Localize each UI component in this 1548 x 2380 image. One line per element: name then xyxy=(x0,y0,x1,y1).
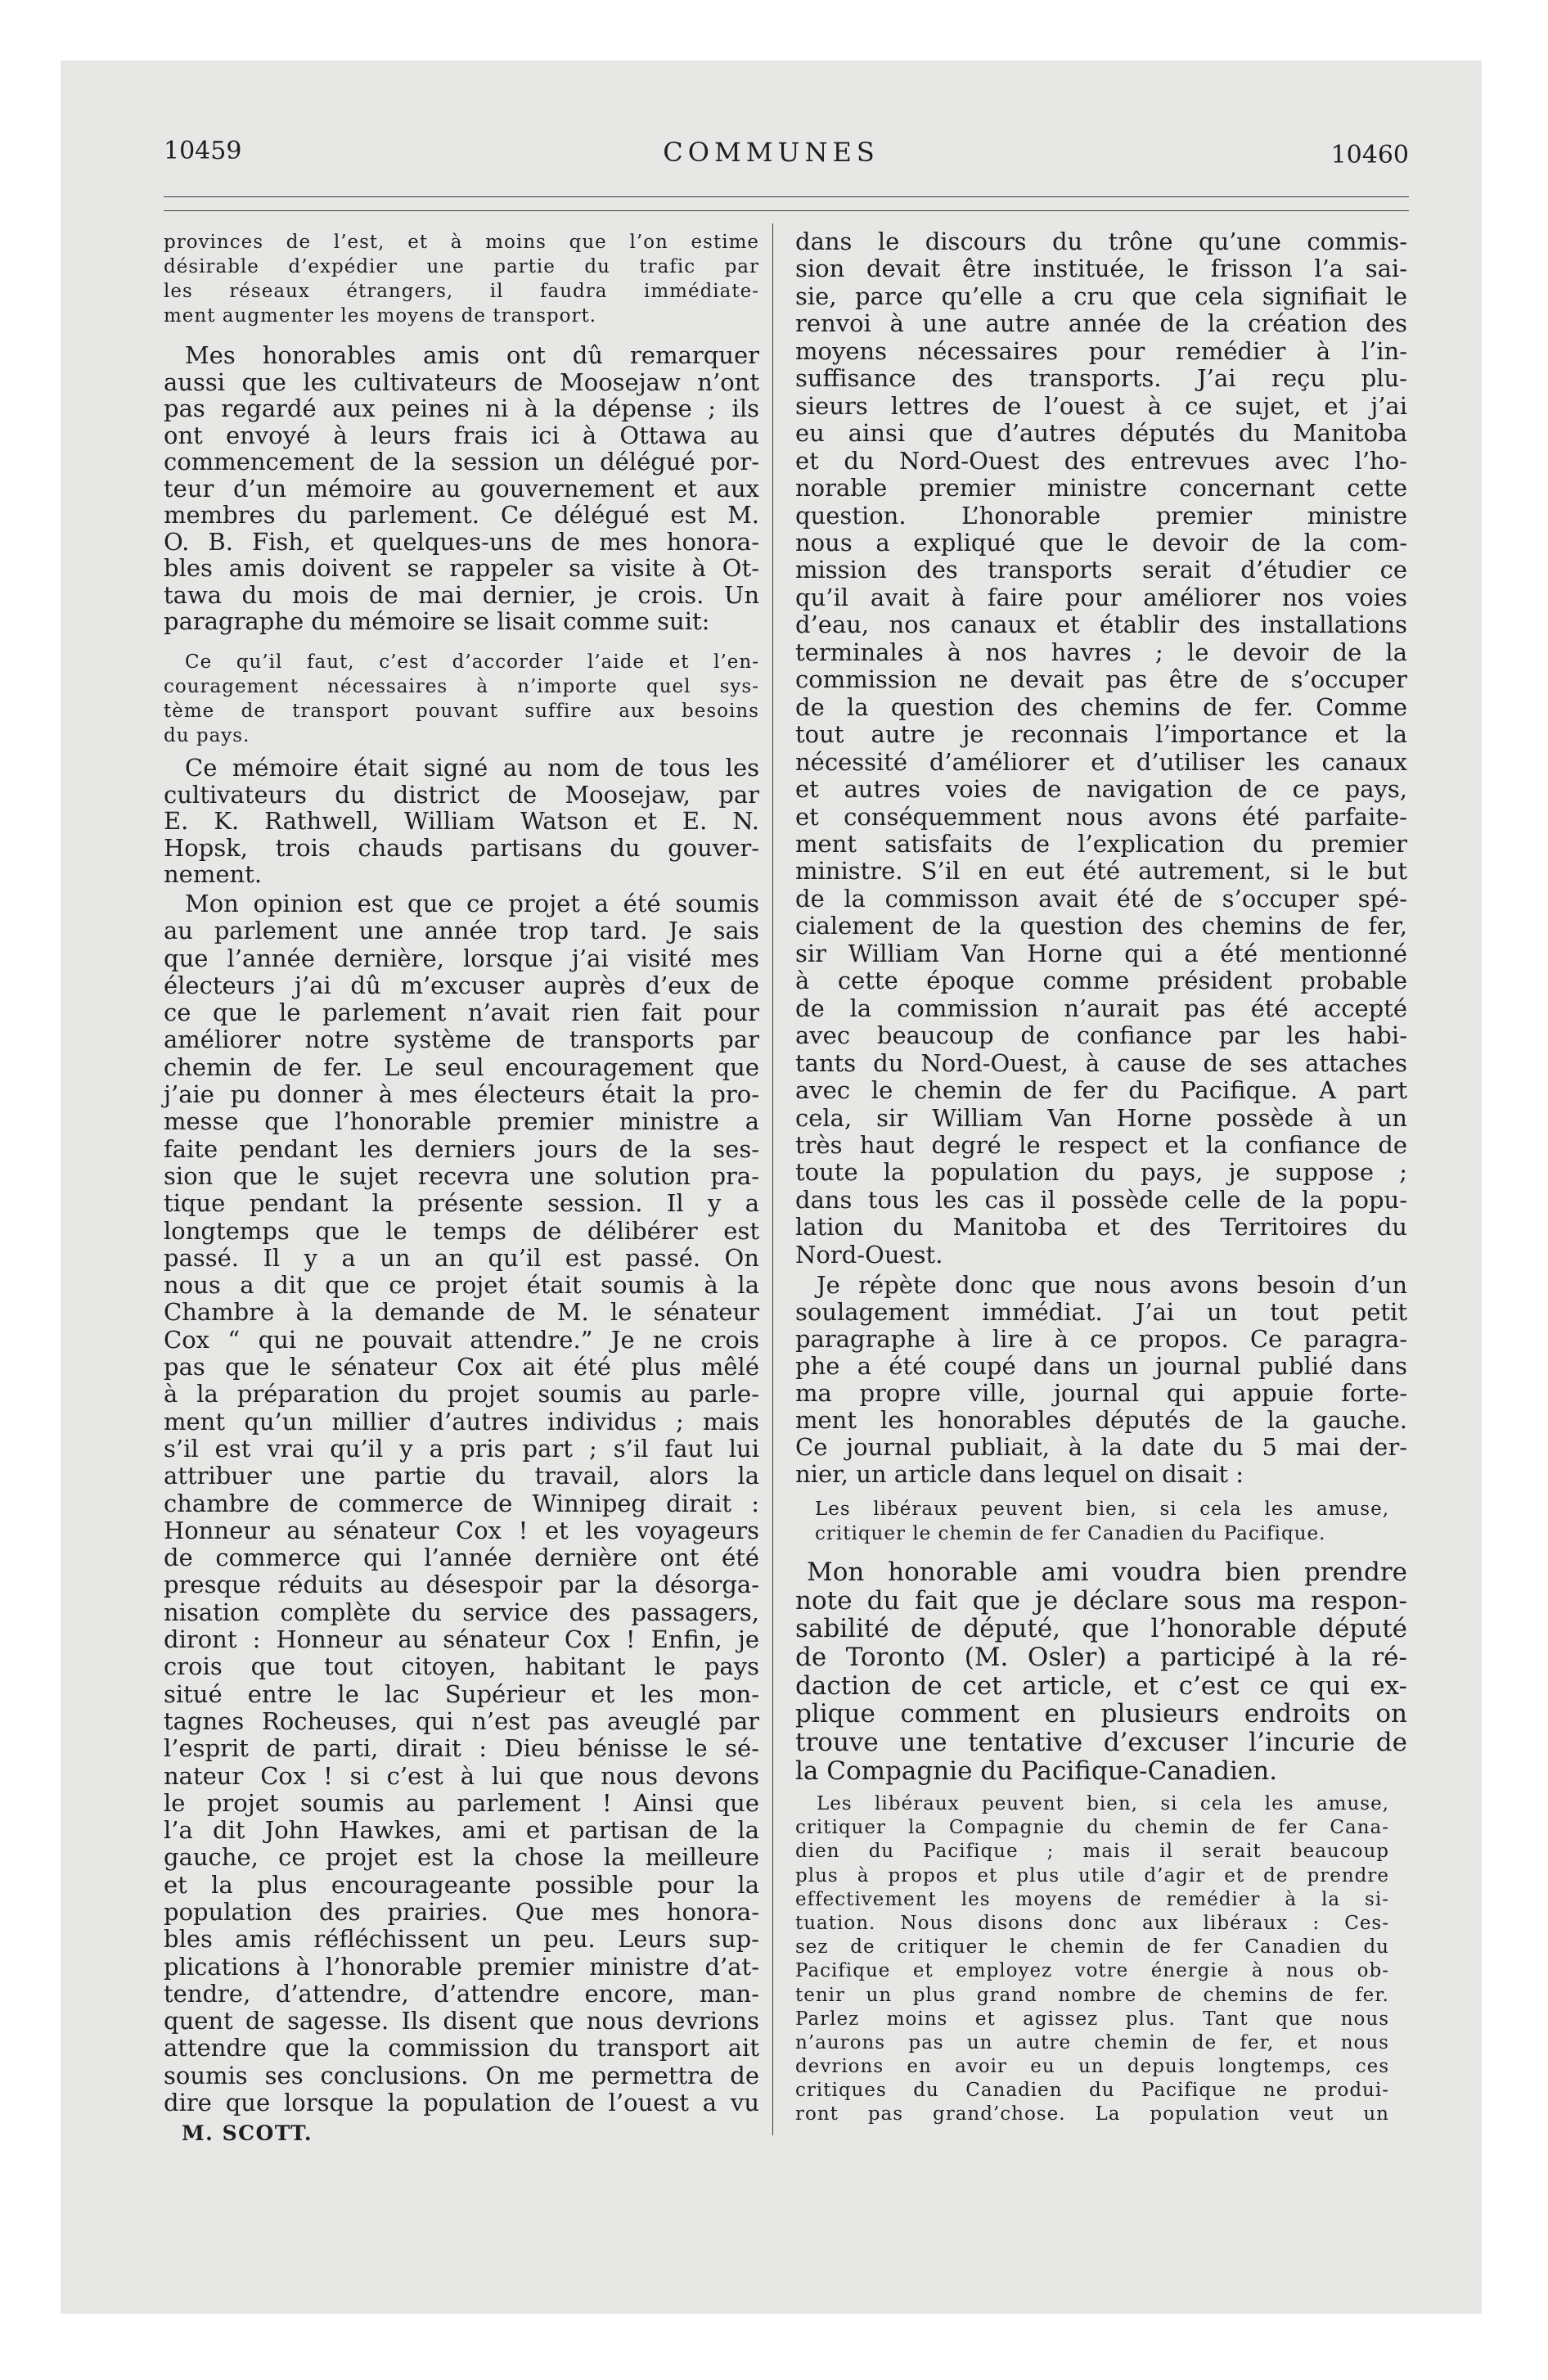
text-line-content: la Compagnie du Pacifique-Canadien. xyxy=(795,1756,1278,1786)
quotation xyxy=(795,1792,1407,2127)
text-line-content: et la plus encourageante possible pour la xyxy=(164,1870,759,1899)
text-line-content: moyens nécessaires pour remédier à l’in- xyxy=(795,336,1407,365)
text-line-content: bles amis doivent se rappeler sa visite à Ot- xyxy=(164,554,759,582)
text-line xyxy=(164,1409,759,1436)
text-line-content: tenir un plus grand nombre de chemins de fer. xyxy=(795,1984,1389,2006)
text-line-content: nécessité d’améliorer et d’utiliser les canaux xyxy=(795,747,1407,776)
text-line xyxy=(795,611,1407,638)
text-line xyxy=(795,1353,1407,1380)
right-column xyxy=(795,61,1407,2314)
text-line-content: pas que le sénateur Cox ait été plus mêlé xyxy=(164,1353,759,1382)
text-line-content: Hopsk, trois chauds partisans du gouver- xyxy=(164,833,759,862)
text-line-content: nateur Cox ! si c’est à lui que nous devons xyxy=(164,1761,759,1790)
text-line-content: teur d’un mémoire au gouvernement et aux xyxy=(164,474,759,503)
text-line-content: avec le chemin de fer du Pacifique. A part xyxy=(795,1076,1407,1105)
text-line xyxy=(164,2062,759,2089)
text-line-content: paragraphe à lire à ce propos. Ce paragra- xyxy=(795,1325,1407,1353)
text-line xyxy=(795,255,1407,282)
scanned-page xyxy=(61,61,1482,2314)
text-line xyxy=(795,1214,1407,1241)
text-line-content: et autres voies de navigation de ce pays, xyxy=(795,775,1407,804)
text-line xyxy=(795,1461,1407,1488)
text-line xyxy=(164,1245,759,1272)
text-line-content: soulagement immédiat. J’ai un tout petit xyxy=(795,1298,1407,1326)
text-line xyxy=(164,1708,759,1735)
text-line-content: dire que lorsque la population de l’ouest a vu xyxy=(164,2089,759,2117)
text-line-content: aussi que les cultivateurs de Moosejaw n’ont xyxy=(164,367,759,396)
text-line xyxy=(164,1899,759,1926)
text-line xyxy=(795,1757,1407,1786)
text-line xyxy=(795,283,1407,310)
text-line-content: passé. Il y a un an qu’il est passé. On xyxy=(164,1243,759,1272)
text-line-content: le projet soumis au parlement ! Ainsi que xyxy=(164,1788,759,1817)
text-line xyxy=(795,1187,1407,1214)
text-line-content: renvoi à une autre année de la création des xyxy=(795,309,1407,338)
text-line xyxy=(795,2079,1407,2103)
text-line-content: crois que tout citoyen, habitant le pays xyxy=(164,1652,759,1681)
text-line xyxy=(795,776,1407,803)
text-line-content: de la question des chemins de fer. Comme xyxy=(795,692,1407,721)
text-line xyxy=(164,1599,759,1626)
text-line xyxy=(164,1026,759,1053)
text-line-content: Honneur au sénateur Cox ! et les voyageurs xyxy=(164,1516,759,1544)
text-line-content: pas regardé aux peines ni à la dépense ; ils xyxy=(164,394,759,422)
text-line xyxy=(795,831,1407,858)
text-line xyxy=(795,1242,1407,1269)
text-line-content: d’eau, nos canaux et établir des installations xyxy=(795,611,1407,639)
text-line-content: critiques du Canadien du Pacifique ne produi- xyxy=(795,2080,1389,2102)
text-line xyxy=(164,2089,759,2116)
text-line xyxy=(795,1587,1407,1616)
text-line-content: Nord-Ouest. xyxy=(795,1240,943,1269)
text-line xyxy=(795,365,1407,392)
text-line xyxy=(795,1326,1407,1353)
text-line-content: soumis ses conclusions. On me permettra de xyxy=(164,2061,759,2089)
text-line xyxy=(164,650,759,674)
text-line-content: cela, sir William Van Horne possède à un xyxy=(795,1103,1407,1132)
text-line-content: j’aie pu donner à mes électeurs était la pro- xyxy=(164,1080,759,1109)
text-line xyxy=(164,1681,759,1708)
text-line-content: tants du Nord-Ouest, à cause de ses attaches xyxy=(795,1048,1407,1077)
text-line-content: gauche, ce projet est la chose la meilleure xyxy=(164,1843,759,1872)
text-line-content: tique pendant la présente session. Il y a xyxy=(164,1189,759,1218)
text-line xyxy=(164,449,759,476)
text-line xyxy=(164,1653,759,1680)
text-line-content: suffisance des transports. J’ai reçu plu- xyxy=(795,364,1407,393)
text-line xyxy=(795,1407,1407,1434)
text-line-content: améliorer notre système de transports par xyxy=(164,1025,759,1054)
text-line xyxy=(164,1108,759,1135)
text-line xyxy=(795,666,1407,693)
text-line xyxy=(164,945,759,972)
text-line-content: sez de critiquer le chemin de fer Canadien du xyxy=(795,1936,1389,1959)
text-line-content: s’il est vrai qu’il y a pris part ; s’il faut lui xyxy=(164,1434,759,1463)
text-line xyxy=(795,557,1407,584)
text-line-content: question. L’honorable premier ministre xyxy=(795,501,1407,530)
text-line-content: et du Nord-Ouest des entrevues avec l’ho- xyxy=(795,446,1407,475)
text-line-content: Ce mémoire était signé au nom de tous les xyxy=(185,754,759,782)
text-line-content: ma propre ville, journal qui appuie forte- xyxy=(795,1379,1407,1407)
text-line xyxy=(795,804,1407,831)
page-number-left: 10459 xyxy=(164,137,242,165)
text-line-content: ment augmenter les moyens de transport. xyxy=(164,305,597,327)
text-line-content: faite pendant les derniers jours de la ses- xyxy=(164,1134,759,1163)
text-line-content: sabilité de député, que l’honorable député xyxy=(795,1614,1407,1644)
text-line xyxy=(164,502,759,529)
quotation-continued xyxy=(164,230,759,328)
text-line xyxy=(164,699,759,723)
text-line xyxy=(164,1054,759,1081)
text-line-content: ce que le parlement n’avait rien fait pour xyxy=(164,998,759,1027)
text-line xyxy=(164,1190,759,1217)
paragraph xyxy=(164,342,759,635)
text-line-content: tème de transport pouvant suffire aux besoins xyxy=(164,701,759,722)
text-line xyxy=(164,808,759,835)
text-line-content: Je répète donc que nous avons besoin d’un xyxy=(817,1271,1407,1299)
text-line-content: nier, un article dans lequel on disait : xyxy=(795,1460,1244,1488)
text-line-content: Ce qu’il faut, c’est d’accorder l’aide et l’en- xyxy=(185,651,759,673)
text-line xyxy=(795,1792,1407,1816)
running-title: COMMUNES xyxy=(663,137,880,168)
text-line-content: Cox “ qui ne pouvait attendre.” Je ne crois xyxy=(164,1325,759,1354)
text-line xyxy=(164,1763,759,1790)
text-line xyxy=(795,913,1407,940)
text-line xyxy=(795,1272,1407,1299)
paragraph xyxy=(164,755,759,888)
text-line xyxy=(164,476,759,503)
text-line-content: à la préparation du projet soumis au parle- xyxy=(164,1380,759,1409)
text-line xyxy=(795,721,1407,748)
text-line xyxy=(795,1434,1407,1461)
text-line xyxy=(795,995,1407,1022)
speaker-name: M. SCOTT. xyxy=(182,2121,313,2145)
text-line-content: Ce journal publiait, à la date du 5 mai der- xyxy=(795,1433,1407,1461)
text-line xyxy=(164,1463,759,1490)
text-line-content: nous a expliqué que le devoir de la com- xyxy=(795,528,1407,557)
text-line-content: sion devait être instituée, le frisson l’a sai- xyxy=(795,255,1407,283)
text-line xyxy=(795,338,1407,365)
text-line xyxy=(795,940,1407,967)
text-line-content: tendre, d’attendre, d’attendre encore, man- xyxy=(164,1979,759,2008)
text-line xyxy=(164,1354,759,1381)
text-line-content: Chambre à la demande de M. le sénateur xyxy=(164,1298,759,1327)
text-line xyxy=(795,1959,1407,1983)
text-line-content: paragraphe du mémoire se lisait comme suit: xyxy=(164,607,710,635)
text-line xyxy=(164,342,759,369)
text-line-content: ment qu’un millier d’autres individus ; mais xyxy=(164,1407,759,1436)
text-line-content: Mes honorables amis ont dû remarquer xyxy=(185,341,759,369)
text-line-content: nisation complète du service des passagers, xyxy=(164,1598,759,1626)
text-line xyxy=(795,584,1407,611)
text-line-content: mission des transports serait d’étudier ce xyxy=(795,556,1407,584)
text-line-content: plique comment en plusieurs endroits on xyxy=(795,1699,1407,1729)
text-line-content: presque réduits au désespoir par la désorga- xyxy=(164,1571,759,1599)
text-line-content: effectivement les moyens de remédier à la si- xyxy=(795,1888,1389,1910)
text-line xyxy=(164,2035,759,2062)
text-line xyxy=(795,530,1407,557)
text-line-content: Mon opinion est que ce projet a été soumis xyxy=(185,890,759,917)
text-line xyxy=(795,1497,1407,1521)
text-line xyxy=(795,1936,1407,1959)
text-line-content: Mon honorable ami voudra bien prendre xyxy=(807,1557,1407,1587)
text-line xyxy=(164,1954,759,1981)
text-line xyxy=(164,1926,759,1953)
text-line xyxy=(795,749,1407,776)
text-line-content: norable premier ministre concernant cette xyxy=(795,474,1407,503)
text-line-content: attendre que la commission du transport ait xyxy=(164,2034,759,2062)
text-line-content: de Toronto (M. Osler) a participé à la ré- xyxy=(795,1643,1407,1673)
text-line xyxy=(164,1571,759,1598)
text-line-content: bles amis réfléchissent un peu. Leurs sup- xyxy=(164,1925,759,1954)
text-line xyxy=(164,1872,759,1899)
text-line xyxy=(164,917,759,944)
text-line xyxy=(795,1888,1407,1912)
text-line-content: Parlez moins et agissez plus. Tant que nous xyxy=(795,2008,1389,2030)
text-line xyxy=(795,1912,1407,1936)
paragraph xyxy=(164,890,759,2116)
paragraph xyxy=(795,1558,1407,1786)
text-line-content: n’aurons pas un autre chemin de fer, et nous xyxy=(795,2031,1389,2053)
text-line-content: E. K. Rathwell, William Watson et E. N. xyxy=(164,807,759,835)
text-line-content: les réseaux étrangers, il faudra immédiate- xyxy=(164,281,759,302)
left-column xyxy=(164,61,759,2314)
text-line xyxy=(164,723,759,748)
text-line-content: messe que l’honorable premier ministre a xyxy=(164,1107,759,1136)
text-line-content: trouve une tentative d’excuser l’incurie de xyxy=(795,1728,1407,1758)
text-line xyxy=(164,1381,759,1408)
text-line-content: à cette époque comme président probable xyxy=(795,967,1407,995)
text-line xyxy=(164,529,759,556)
text-line xyxy=(164,255,759,279)
text-line-content: tuation. Nous disons donc aux libéraux : Ces- xyxy=(795,1912,1389,1934)
text-line-content: phe a été coupé dans un journal publié dans xyxy=(795,1352,1407,1380)
text-line xyxy=(164,1272,759,1299)
text-line xyxy=(795,228,1407,255)
text-line xyxy=(795,475,1407,502)
text-line xyxy=(795,1132,1407,1159)
text-line-content: électeurs j’ai dû m’excuser auprès d’eux de xyxy=(164,971,759,999)
text-line-content: dans tous les cas il possède celle de la popu- xyxy=(795,1185,1407,1214)
text-line xyxy=(795,1077,1407,1104)
text-line-content: situé entre le lac Supérieur et les mon- xyxy=(164,1679,759,1708)
text-line xyxy=(795,448,1407,475)
text-line-content: provinces de l’est, et à moins que l’on estime xyxy=(164,232,759,253)
text-line xyxy=(795,393,1407,420)
text-line xyxy=(795,1558,1407,1587)
text-line-content: Les libéraux peuvent bien, si cela les amuse, xyxy=(815,1499,1389,1520)
text-line xyxy=(164,1817,759,1844)
text-line-content: membres du parlement. Ce délégué est M. xyxy=(164,501,759,529)
paragraph xyxy=(795,1272,1407,1488)
text-line xyxy=(795,1022,1407,1049)
text-line-content: ment les honorables députés de la gauche. xyxy=(795,1406,1407,1434)
text-line-content: daction de cet article, et c’est ce qui ex- xyxy=(795,1670,1407,1701)
text-line xyxy=(164,674,759,699)
text-line xyxy=(164,582,759,609)
text-line xyxy=(795,1615,1407,1643)
text-line-content: sion que le sujet recevra une solution pra- xyxy=(164,1161,759,1190)
text-line-content: tagnes Rocheuses, qui n’est pas aveuglé par xyxy=(164,1706,759,1735)
text-line xyxy=(795,1643,1407,1672)
text-line-content: couragement nécessaires à n’importe quel sys- xyxy=(164,676,759,697)
text-line-content: de la commisson avait été de s’occuper spé- xyxy=(795,884,1407,913)
text-line-content: nous a dit que ce projet était soumis à la xyxy=(164,1271,759,1300)
text-line xyxy=(795,1380,1407,1407)
text-line-content: dien du Pacifique ; mais il serait beaucoup xyxy=(795,1841,1389,1863)
text-line-content: tout autre je reconnais l’importance et la xyxy=(795,720,1407,749)
text-line xyxy=(795,886,1407,913)
text-line xyxy=(164,279,759,304)
text-line xyxy=(164,1218,759,1245)
text-line xyxy=(164,1626,759,1653)
text-line-content: quent de sagesse. Ils disent que nous devrions xyxy=(164,2007,759,2035)
text-line xyxy=(164,1436,759,1463)
text-line xyxy=(795,1050,1407,1077)
text-line-content: plus à propos et plus utile d’agir et de prendre xyxy=(795,1864,1389,1886)
text-line-content: terminales à nos havres ; le devoir de la xyxy=(795,638,1407,666)
quotation xyxy=(795,1497,1407,1546)
text-line-content: population des prairies. Que mes honora- xyxy=(164,1897,759,1926)
text-line-content: commission ne devait pas être de s’occuper xyxy=(795,665,1407,694)
text-line xyxy=(795,1984,1407,2008)
text-line xyxy=(795,420,1407,447)
text-line-content: O. B. Fish, et quelques-uns de mes honora- xyxy=(164,527,759,556)
text-line-content: tawa du mois de mai dernier, je crois. Un xyxy=(164,580,759,609)
text-line xyxy=(164,1163,759,1190)
text-line xyxy=(795,1105,1407,1132)
text-line-content: ont envoyé à leurs frais ici à Ottawa au xyxy=(164,421,759,449)
text-line-content: et conséquemment nous avons été parfaite- xyxy=(795,802,1407,831)
text-line-content: dans le discours du trône qu’une commis- xyxy=(795,228,1407,255)
text-line xyxy=(795,2031,1407,2055)
text-line-content: Pacifique et employez votre énergie à nous ob- xyxy=(795,1960,1389,1982)
text-line xyxy=(164,395,759,422)
text-line xyxy=(164,1299,759,1326)
text-line-content: avec beaucoup de confiance par les habi- xyxy=(795,1021,1407,1050)
column-divider xyxy=(772,223,773,2135)
text-line-content: cialement de la question des chemins de fer, xyxy=(795,912,1407,940)
text-line xyxy=(164,835,759,862)
text-line xyxy=(164,608,759,635)
text-line xyxy=(164,861,759,888)
text-line-content: chemin de fer. Le seul encouragement que xyxy=(164,1053,759,1081)
text-line xyxy=(795,1816,1407,1840)
text-line xyxy=(164,230,759,255)
text-line xyxy=(164,972,759,999)
text-line xyxy=(164,555,759,582)
text-line-content: longtemps que le temps de délibérer est xyxy=(164,1216,759,1245)
text-line xyxy=(795,1521,1407,1546)
text-line-content: de commerce qui l’année dernière ont été xyxy=(164,1544,759,1572)
text-line-content: eu ainsi que d’autres députés du Manitoba xyxy=(795,419,1407,448)
text-line xyxy=(795,2055,1407,2079)
text-line-content: ment satisfaits de l’explication du premier xyxy=(795,829,1407,858)
text-line-content: critiquer le chemin de fer Canadien du Pacifique. xyxy=(815,1523,1326,1544)
text-line xyxy=(164,1136,759,1163)
text-line xyxy=(795,639,1407,666)
text-line-content: toute la population du pays, je suppose ; xyxy=(795,1158,1407,1187)
text-line-content: désirable d’expédier une partie du trafic par xyxy=(164,256,759,277)
text-line-content: note du fait que je déclare sous ma respon- xyxy=(795,1585,1407,1616)
text-line xyxy=(164,1981,759,2008)
text-line xyxy=(164,1790,759,1817)
text-line xyxy=(795,694,1407,721)
page-number-right: 10460 xyxy=(1330,141,1409,169)
text-line-content: sieurs lettres de l’ouest à ce sujet, et j’ai xyxy=(795,391,1407,420)
text-line-content: devrions en avoir eu un depuis longtemps, ces xyxy=(795,2056,1389,2078)
text-line xyxy=(164,1081,759,1108)
text-line xyxy=(795,1672,1407,1701)
text-line-content: qu’il avait à faire pour améliorer nos voies xyxy=(795,583,1407,611)
text-line xyxy=(795,1299,1407,1326)
text-line-content: attribuer une partie du travail, alors la xyxy=(164,1462,759,1490)
text-line xyxy=(795,1840,1407,1864)
text-line-content: critiquer la Compagnie du chemin de fer Cana- xyxy=(795,1817,1389,1839)
text-line xyxy=(164,2008,759,2035)
text-line xyxy=(164,1517,759,1544)
text-line-content: de la commission n’aurait pas été accepté xyxy=(795,994,1407,1022)
paragraph-continued xyxy=(795,228,1407,1269)
text-line-content: au parlement une année trop tard. Je sais xyxy=(164,917,759,945)
text-line-content: chambre de commerce de Winnipeg dirait : xyxy=(164,1489,759,1517)
quotation xyxy=(164,650,759,748)
text-line xyxy=(795,1729,1407,1757)
text-line xyxy=(164,1544,759,1571)
text-line-content: nement. xyxy=(164,860,263,888)
text-line xyxy=(164,369,759,396)
text-line xyxy=(164,304,759,328)
text-line-content: que l’année dernière, lorsque j’ai visité mes xyxy=(164,944,759,972)
text-line-content: du pays. xyxy=(164,725,250,746)
text-line xyxy=(795,1864,1407,1888)
text-line-content: l’esprit de parti, dirait : Dieu bénisse le sé- xyxy=(164,1734,759,1763)
text-line xyxy=(795,967,1407,994)
text-line-content: commencement de la session un délégué por- xyxy=(164,448,759,476)
text-line xyxy=(164,1327,759,1354)
text-line xyxy=(164,755,759,782)
text-line-content: diront : Honneur au sénateur Cox ! Enfin, je xyxy=(164,1625,759,1654)
text-line xyxy=(164,999,759,1026)
text-line-content: l’a dit John Hawkes, ami et partisan de la xyxy=(164,1816,759,1845)
text-line xyxy=(795,2008,1407,2031)
text-line-content: sir William Van Horne qui a été mentionné xyxy=(795,939,1407,967)
text-line-content: lation du Manitoba et des Territoires du xyxy=(795,1213,1407,1242)
text-line-content: sie, parce qu’elle a cru que cela signifiait le xyxy=(795,282,1407,310)
text-line-content: très haut degré le respect et la confiance de xyxy=(795,1130,1407,1159)
text-line xyxy=(164,1844,759,1871)
text-line xyxy=(164,890,759,917)
text-line xyxy=(164,782,759,809)
text-line-content: cultivateurs du district de Moosejaw, par xyxy=(164,780,759,809)
text-line-content: plications à l’honorable premier ministre d’at- xyxy=(164,1952,759,1981)
text-line xyxy=(164,1735,759,1762)
text-line-content: ministre. S’il en eut été autrement, si le but xyxy=(795,857,1407,886)
text-line xyxy=(795,858,1407,885)
text-line xyxy=(164,1490,759,1517)
text-line-content: ront pas grand’chose. La population veut un xyxy=(795,2103,1389,2125)
text-line xyxy=(795,1700,1407,1729)
text-line xyxy=(795,310,1407,337)
text-line xyxy=(164,422,759,449)
text-line xyxy=(795,503,1407,530)
text-line xyxy=(795,2103,1407,2126)
text-line-content: Les libéraux peuvent bien, si cela les amuse, xyxy=(817,1793,1389,1814)
text-line xyxy=(795,1159,1407,1186)
